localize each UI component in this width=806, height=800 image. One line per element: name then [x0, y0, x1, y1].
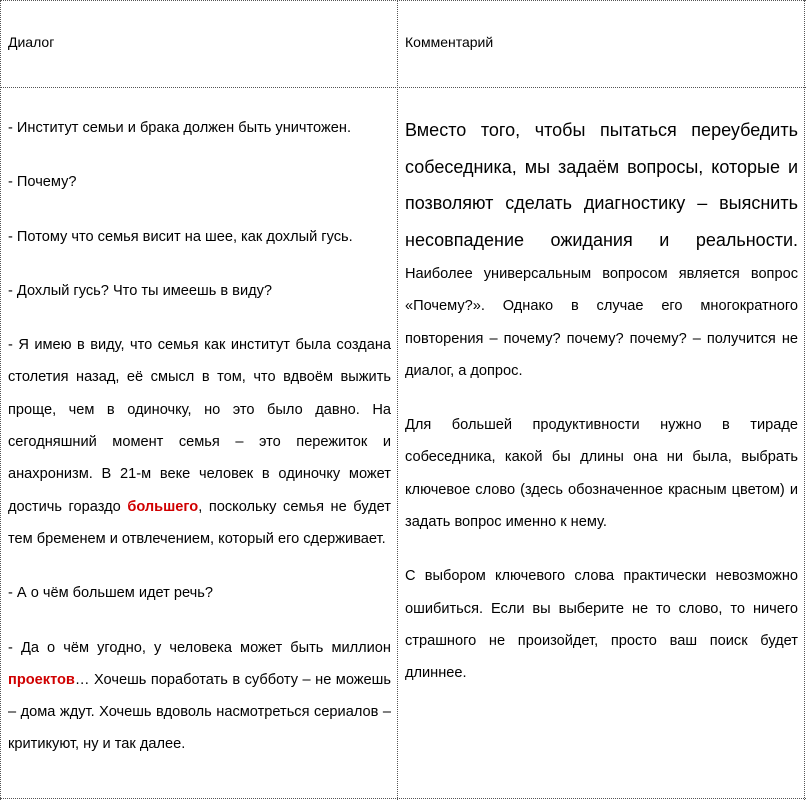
- header-divider: [0, 87, 806, 88]
- dialog-paragraph: [8, 632, 391, 761]
- comment-paragraph: С выбором ключевого слова практически невозможно ошибиться. Если вы выберите не то слово, то ничего страшного не произойдет, просто ваш поиск будет длиннее.: [405, 568, 798, 682]
- dialog-text: - Да о чём угодно, у человека может быть миллион: [8, 639, 391, 656]
- comment-text: Наиболее универсальным вопросом является вопрос «Почему?». Однако в случае его многократного повторения – почему? почему? почему? – получится не диалог, а допрос.: [405, 266, 798, 379]
- table-top-border: [0, 0, 806, 1]
- dialog-line: - Почему?: [8, 174, 77, 191]
- keyword-highlight: проектов: [8, 671, 75, 688]
- dialog-line: - Дохлый гусь? Что ты имеешь в виду?: [8, 282, 273, 299]
- dialog-line: - Институт семьи и брака должен быть уничтожен.: [8, 120, 351, 136]
- table-left-border: [0, 0, 1, 800]
- comment-paragraph: Для большей продуктивности нужно в тираде собеседника, какой бы длины она ни была, выбрать ключевое слово (здесь обозначенное красным цветом) и задать вопрос именно к нему.: [405, 417, 798, 531]
- dialog-paragraph: [8, 329, 391, 555]
- comment-column: [405, 112, 798, 690]
- comment-lead-text: Вместо того, чтобы пытаться переубедить собеседника, мы задаём вопросы, которые и позволяют сделать диагностику – выяснить несовпадение ожидания и реальности.: [405, 120, 798, 250]
- dialog-text: - Я имею в виду, что семья как институт была создана столетия назад, её смысл в том, что вдвоём выжить проще, чем в одиночку, но это было давно. На сегодняшний момент семья – это пережиток и анахронизм. В 21-м веке человек в одиночку может достичь гораздо: [8, 337, 391, 515]
- column-divider: [397, 0, 398, 800]
- header-dialog: Диалог: [8, 34, 55, 50]
- keyword-highlight: большего: [127, 498, 199, 515]
- dialog-text: … Хочешь поработать в субботу – не можешь – дома ждут. Хочешь вдоволь насмотреться сериалов – критикуют, ну и так далее.: [8, 671, 391, 753]
- dialog-text: , поскольку семья не будет тем бременем и отвлечением, который его сдерживает.: [8, 498, 391, 547]
- dialog-column: [8, 112, 391, 761]
- dialog-line: - А о чём большем идет речь?: [8, 585, 213, 602]
- dialog-line: - Потому что семья висит на шее, как дохлый гусь.: [8, 228, 353, 245]
- table-bottom-border: [0, 798, 806, 799]
- comment-paragraph: [405, 112, 798, 387]
- table-right-border: [804, 0, 805, 800]
- header-comment: Комментарий: [405, 34, 494, 50]
